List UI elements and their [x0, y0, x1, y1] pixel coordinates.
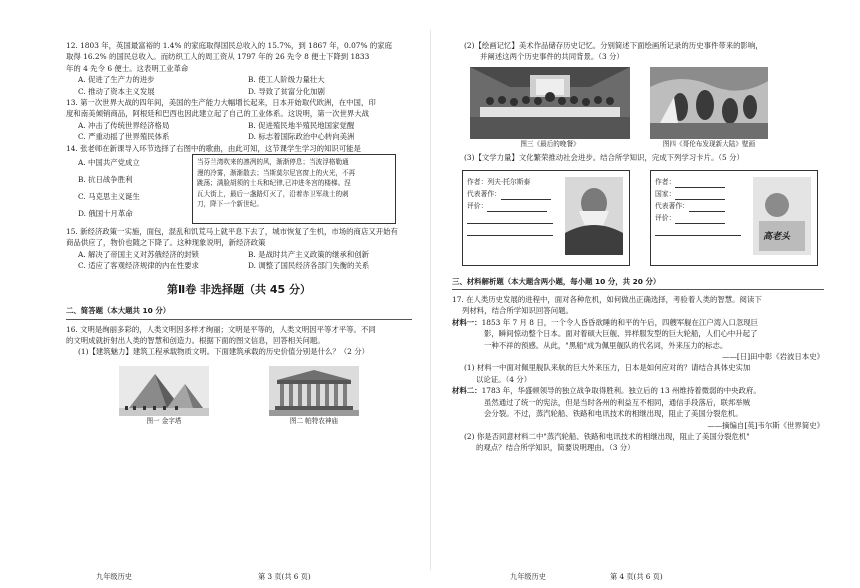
card2-country-blank[interactable]: [675, 191, 725, 200]
figure-1: [119, 366, 209, 427]
section-rule: [66, 319, 412, 320]
q14-body: [66, 154, 412, 224]
left-footer-page: 第 3 页(共 6 页): [258, 571, 311, 581]
q12-stem-line-3: 年的 4 先令 6 便士。这表明工业革命: [66, 63, 189, 73]
q13-option-a[interactable]: A. 冲击了传统世界经济格局: [78, 120, 170, 130]
part-2-title: 第Ⅱ卷 非选择题（共 45 分）: [166, 282, 312, 296]
material-1-source: ——[日]田中彰《岩波日本史》: [722, 352, 824, 362]
material-2-line-1: [452, 385, 824, 396]
q13-option-b[interactable]: B. 促进殖民地半殖民地国家觉醒: [248, 120, 355, 130]
lyric-line-3: 跳荡；满脸胡须的士兵和纪律,已冲进冬宫的楼梯。涅: [197, 179, 351, 188]
q16-stem-line-1: 16. 文明是绚丽多彩的，人类文明因多样才绚丽；文明是平等的，人类文明因平等才平等。不同: [66, 324, 376, 334]
card2-author-label: 作者：: [655, 177, 676, 186]
section-3-rule: [452, 289, 824, 290]
material-2-text-1: 1783 年，华盛顿领导的独立战争取得胜利。独立后的 13 州维持着微弱的中央政府。: [481, 386, 761, 396]
card2-review-blank[interactable]: [675, 215, 725, 224]
q12-option-d[interactable]: D. 导致了贫富分化加剧: [248, 86, 325, 96]
material-1-text-1: 1853 年 7 月 8 日，一个令人昏昏欲睡的和平的午后，四艘军舰在江户湾入口忽现巨: [481, 317, 759, 327]
parthenon-image: [269, 366, 359, 416]
card2-review-label: 评价：: [655, 213, 676, 222]
q14-option-c[interactable]: C. 马克思主义诞生: [78, 192, 140, 202]
q17-stem-line-1: 17. 在人类历史发展的进程中，面对各种危机，如何做出正确选择，考验着人类的智慧。阅读下: [452, 295, 762, 305]
q12-option-a[interactable]: A. 促进了生产力的进步: [78, 75, 155, 85]
lyric-line-5: 刀，降下一个新世纪。: [197, 200, 263, 209]
q17-sub-1-line-1: (1) 材料一中面对佩里舰队来航的巨大外来压力，日本是如何应对的？请结合具体史实加: [464, 363, 751, 373]
right-footer-page: 第 4 页(共 6 页): [610, 571, 663, 581]
question-13: [66, 97, 412, 143]
q16-sub-1: (1)【建筑魅力】建筑工程承载物质文明。下面建筑承载的历史价值分别是什么？（2 分）: [78, 347, 369, 357]
q12-options: [66, 74, 412, 97]
material-2-line-2: 虽然通过了统一的宪法，但是当时各州的利益互不相同，通信手段落后，联邦举贼: [484, 397, 751, 407]
material-1-line-3: 一种不祥的预感。从此，"黑船"成为佩里舰队的代名词，外来压力的标志。: [484, 340, 728, 350]
song-lyrics-box: [192, 154, 396, 224]
figure-2-caption: 图二 帕特农神庙: [289, 416, 339, 425]
q17-stem-line-2: 列材料，结合所学知识回答问题。: [462, 306, 573, 316]
q12-option-b[interactable]: B. 使工人阶级力量壮大: [248, 75, 325, 85]
section-2-heading: 二、简答题（本大题共 10 分）: [66, 306, 171, 316]
figure-4: [650, 67, 768, 150]
q13-stem-line-2: 度和南美倾销商品，阿根廷和巴西也因此建立起了自己的工业体系。这说明，第一次世界大战: [66, 109, 370, 119]
q16-sub-2-line-1: (2)【绘画记忆】美术作品储存历史记忆。分别简述下面绘画所记录的历史事件带来的影响，: [464, 41, 763, 50]
card1-author: 作者：列夫·托尔斯泰: [467, 177, 531, 186]
left-footer-subject: 九年级历史: [96, 571, 132, 581]
lyric-line-4: 瓦大街上，最后一盏路灯灭了，沿着赤卫军战士的刺: [197, 189, 349, 198]
figure-row-2: [452, 67, 824, 150]
q13-option-c[interactable]: C. 严重动摇了世界殖民体系: [78, 132, 170, 142]
material-1-line-1: [452, 317, 824, 328]
material-2-line-3: 会分裂。不过，蒸汽轮船、铁路和电讯技术的相继出现，阻止了美国分裂危机。: [484, 409, 743, 419]
q17-sub-1-line-2: 以论证。（4 分）: [476, 374, 532, 384]
q16-stem-line-2: 的文明成就折射出人类的智慧和创造力。根据下面的图文信息，回答相关问题。: [66, 335, 325, 345]
tolstoy-portrait-image: [565, 177, 623, 255]
right-footer-subject: 九年级历史: [510, 571, 546, 581]
q15-option-c[interactable]: C. 适应了客观经济规律的内在性要求: [78, 261, 199, 271]
pyramids-image: [119, 366, 209, 416]
q14-stem: 14. 张老师在新课导入环节选择了右图中的歌曲，由此可知，这节课学生学习的知识可能是: [66, 143, 361, 153]
card2-author-blank[interactable]: [675, 179, 725, 188]
card2-country-label: 国家：: [655, 189, 676, 198]
figure-3: [470, 67, 630, 150]
card1-review-label: 评价：: [467, 201, 488, 210]
question-17: [452, 294, 824, 454]
figure-3-caption: 图三《最后的晚餐》: [520, 139, 580, 148]
q15-option-a[interactable]: A. 解决了帝国主义对苏俄经济的封锁: [78, 249, 199, 259]
q12-stem-line-2: 取得 16.2% 的国民总收入。而纺织工人的周工资从 1797 年的 26 先令 8 便士下降到 1833: [66, 52, 370, 62]
question-12: [66, 40, 412, 97]
question-15: [66, 226, 412, 272]
q16-sub-2-line-2: 并阐述这两个历史事件的共同背景。（3 分）: [480, 52, 624, 62]
study-cards: [452, 170, 824, 266]
q13-option-d[interactable]: D. 标志着国际政治中心转向美洲: [248, 132, 355, 142]
q14-option-b[interactable]: B. 抗日战争胜利: [78, 175, 133, 185]
card2-works-blank[interactable]: [689, 203, 725, 212]
question-14: [66, 143, 412, 224]
q13-stem-line-1: 13. 第一次世界大战的四年间，美国的生产能力大幅增长起来，日本开始取代欧洲，在中国，印: [66, 98, 376, 108]
question-16: [66, 324, 412, 358]
q15-option-b[interactable]: B. 是战时共产主义政策的继承和创新: [248, 249, 369, 259]
lyric-line-1: 当芬兰湾吹来的凛冽的风，渐渐停息；当波浮格勒通: [197, 158, 349, 167]
q14-options: [66, 154, 188, 224]
book-cover-title: 高老头: [763, 231, 791, 242]
q17-sub-2-line-1: (2) 你是否同意材料二中"蒸汽轮船、铁路和电讯技术的相继出现，阻止了美国分裂危机": [464, 431, 750, 441]
material-2-label: 材料二：: [452, 386, 482, 396]
figure-row-1: [66, 366, 412, 427]
lyric-line-2: 漫的冷雾，渐渐散去；当斯莫尔尼宫窗上的火光，不再: [197, 168, 356, 177]
q15-stem-line-1: 15. 新经济政策一实施，面包，混乱和饥荒马上就平息下去了，城市恢复了生机，市场的商店又开始有: [66, 227, 398, 237]
card1-works-label: 代表著作：: [467, 189, 501, 198]
q12-stem-line-1: 12. 1803 年，英国最富裕的 1.4% 的家庭取得国民总收入的 15.7%，到 1867 年，0.07% 的家庭: [66, 41, 393, 50]
card1-review-blank[interactable]: [487, 203, 547, 212]
q13-options: [66, 120, 412, 143]
figure-1-caption: 图一 金字塔: [146, 416, 182, 425]
section-3-heading: 三、材料解析题（本大题含两小题，每小题 10 分，共 20 分）: [452, 276, 661, 286]
q15-options: [66, 249, 412, 272]
book-cover-image: [753, 177, 811, 255]
study-card-tolstoy: [462, 170, 630, 266]
card1-works-blank[interactable]: [501, 191, 551, 200]
material-2-source: ——摘编自[英]韦尔斯《世界简史》: [707, 420, 824, 430]
q15-stem-line-2: 商品供应了，物价也随之下降了。这种现象说明，新经济政策: [66, 238, 266, 248]
q17-sub-2-line-2: 的观点？结合所学知识，简要说明理由。（3 分）: [476, 443, 635, 453]
study-card-balzac: [650, 170, 818, 266]
material-1-line-2: 影，瞬间惊动整个日本。面对着硕大巨舰、异样服发型的巨大轮船，人们心中升起了: [484, 329, 758, 339]
q12-option-c[interactable]: C. 推动了资本主义发展: [78, 86, 155, 96]
card2-works-label: 代表著作：: [655, 201, 689, 210]
material-1-label: 材料一：: [452, 317, 482, 327]
columbus-mural-image: [650, 67, 768, 139]
q14-option-a[interactable]: A. 中国共产党成立: [78, 158, 140, 168]
q14-option-d[interactable]: D. 俄国十月革命: [78, 209, 133, 219]
q16-sub-3: (3)【文学力量】文化繁荣推动社会进步。结合所学知识，完成下列学习卡片。（5 分）: [464, 153, 744, 163]
figure-4-caption: 图四《哥伦布发现新大陆》壁画: [662, 139, 756, 148]
q15-option-d[interactable]: D. 调整了国民经济各部门失衡的关系: [248, 261, 370, 271]
figure-2: [269, 366, 359, 427]
last-supper-image: [470, 67, 630, 139]
right-page: [430, 0, 860, 588]
